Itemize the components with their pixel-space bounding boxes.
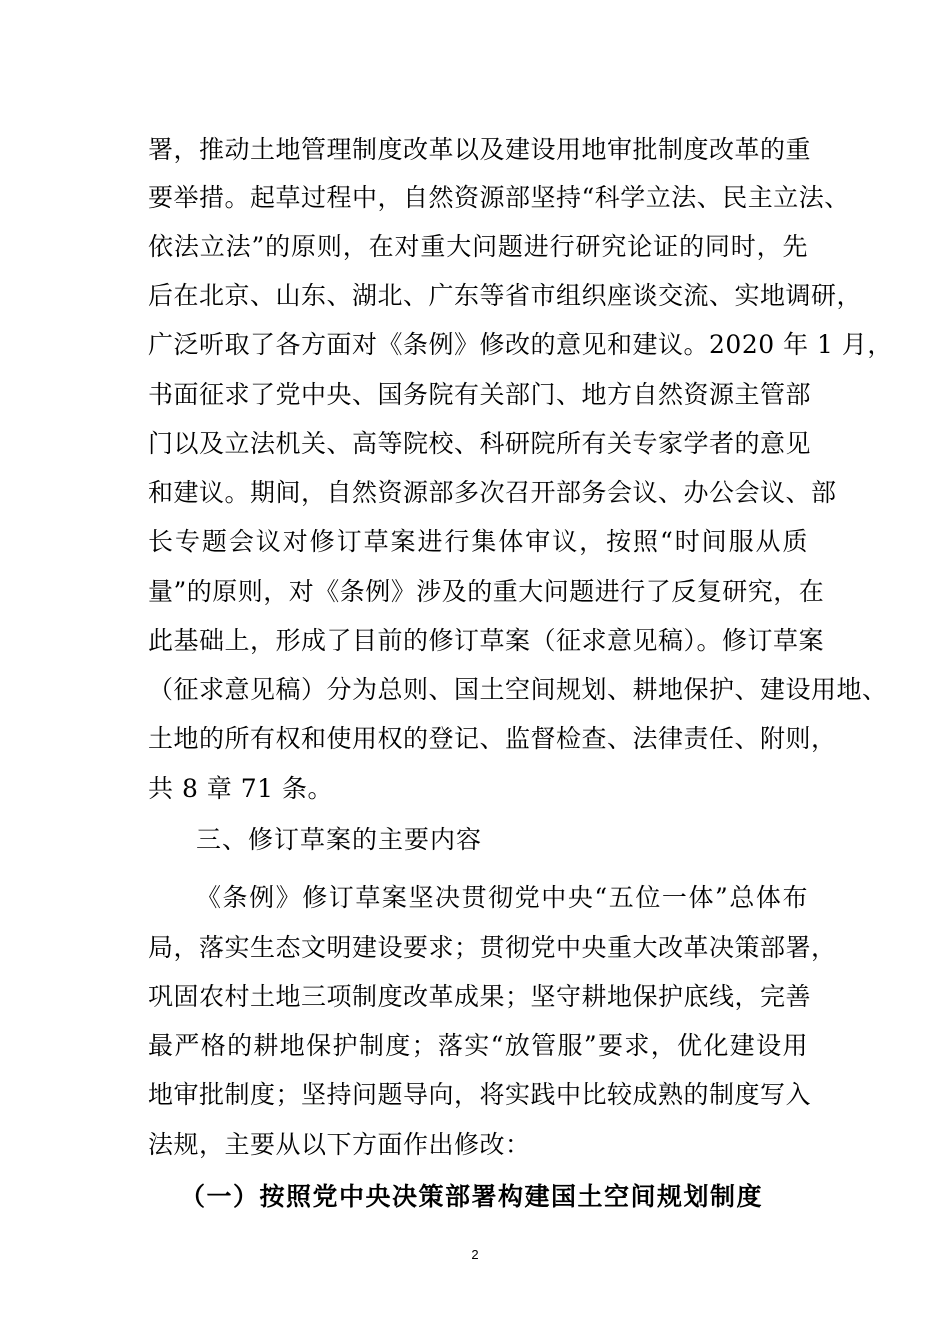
text-line: 地审批制度；坚持问题导向，将实践中比较成熟的制度写入 [148, 1080, 812, 1109]
text-line: 要举措。起草过程中，自然资源部坚持“科学立法、民主立法、 [148, 183, 850, 212]
text-line: （征求意见稿）分为总则、国土空间规划、耕地保护、建设用地、 [148, 675, 888, 704]
text-line: 此基础上，形成了目前的修订草案（征求意见稿）。修订草案 [148, 626, 825, 655]
text-line: 书面征求了党中央、国务院有关部门、地方自然资源主管部 [148, 380, 812, 409]
text-line: 量”的原则，对《条例》涉及的重大问题进行了反复研究，在 [148, 577, 825, 606]
text-line: 局，落实生态文明建设要求；贯彻党中央重大改革决策部署， [148, 933, 837, 962]
section-heading: 三、修订草案的主要内容 [196, 825, 483, 854]
text-line: 广泛听取了各方面对《条例》修改的意见和建议。2020 年 1 月， [148, 330, 893, 359]
text-line: 巩固农村土地三项制度改革成果；坚守耕地保护底线，完善 [148, 982, 812, 1011]
text-line: 后在北京、山东、湖北、广东等省市组织座谈交流、实地调研， [148, 281, 863, 310]
text-line: 共 8 章 71 条。 [148, 774, 334, 803]
text-line: 署，推动土地管理制度改革以及建设用地审批制度改革的重 [148, 135, 812, 164]
text-line: 依法立法”的原则，在对重大问题进行研究论证的同时，先 [148, 232, 808, 261]
text-line: 《条例》修订草案坚决贯彻党中央“五位一体”总体布 [196, 883, 808, 912]
subsection-heading: （一）按照党中央决策部署构建国土空间规划制度 [180, 1182, 764, 1211]
text-line: 门以及立法机关、高等院校、科研院所有关专家学者的意见 [148, 429, 812, 458]
text-line: 最严格的耕地保护制度；落实“放管服”要求，优化建设用 [148, 1031, 808, 1060]
text-line: 和建议。期间，自然资源部多次召开部务会议、办公会议、部 [148, 478, 837, 507]
text-line: 土地的所有权和使用权的登记、监督检查、法律责任、附则， [148, 724, 837, 753]
text-line: 法规，主要从以下方面作出修改： [148, 1130, 531, 1159]
page-number: 2 [471, 1247, 479, 1262]
text-line: 长专题会议对修订草案进行集体审议，按照“时间服从质 [148, 527, 808, 556]
